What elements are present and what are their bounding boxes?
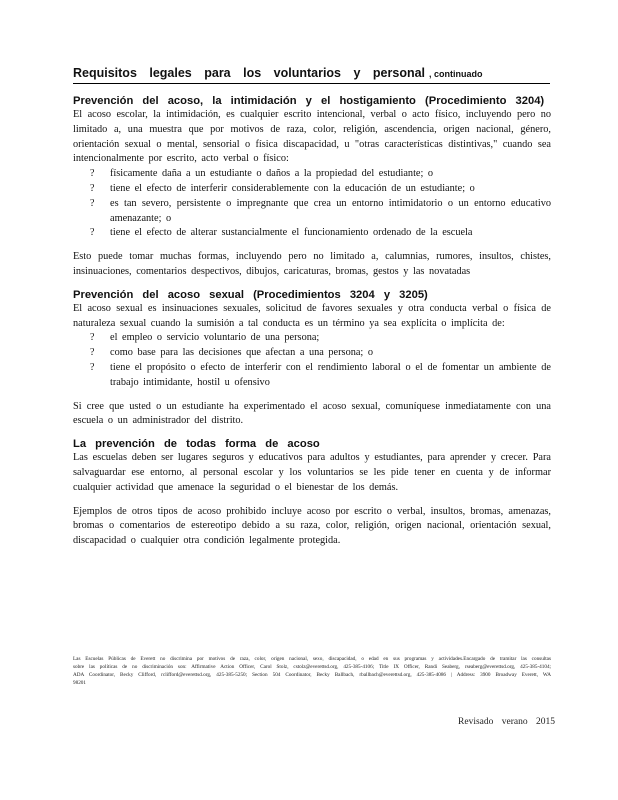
bullying-bullets xyxy=(73,167,551,241)
heading-sexual-harassment: Prevención del acoso sexual (Procedimientos 3204 y 3205) xyxy=(73,288,428,301)
bullet-marker: ? xyxy=(90,197,95,209)
title-rule xyxy=(73,83,550,84)
bullet-marker: ? xyxy=(90,227,95,239)
heading-bullying: Prevención del acoso, la intimidación y el hostigamiento (Procedimiento 3204) xyxy=(73,95,545,107)
bullying-intro: El acoso escolar, la intimidación, es cualquier escrito intencional, verbal o acto físico, incluyendo pero no limitado a, una muestra que por motivos de raza, color, religión, ascendencia, origen nacional, género, orientación sexual o mental, sensorial o física discapacidad, u "otras características distintivas," cuando sea intencionalmente por escrito, acto verbal o físico: xyxy=(73,109,551,165)
section-bullying xyxy=(73,95,551,241)
bullet-marker: ? xyxy=(90,332,95,344)
bullet-marker: ? xyxy=(90,347,95,359)
list-item: ? tiene el efecto de alterar sustancialmente el funcionamiento ordenado de la escuela xyxy=(73,226,551,241)
section-prevention xyxy=(73,438,551,495)
sexual-bullets xyxy=(73,331,551,390)
section-sexual-followup xyxy=(73,400,551,430)
title-continued: , continuado xyxy=(429,69,483,79)
section-bullying-followup xyxy=(73,250,551,280)
bullying-followup: Esto puede tomar muchas formas, incluyendo pero no limitado a, calumnias, rumores, insultos, chistes, insinuaciones, comentarios despectivos, dibujos, caricaturas, bromas, gestos y las novatadas xyxy=(73,251,551,277)
title-text: Requisitos legales para los voluntarios y personal xyxy=(73,66,426,80)
prevention-paragraph: Las escuelas deben ser lugares seguros y educativos para adultos y estudiantes, para aprender y crecer. Para salvaguardar ese entorno, al personal escolar y los voluntarios se les pide tener en cuenta y de informar cualquier actividad que amenace la seguridad o el bienestar de los demás. xyxy=(73,452,551,493)
bullet-marker: ? xyxy=(90,168,95,180)
list-item: ? físicamente daña a un estudiante o daños a la propiedad del estudiante; o xyxy=(73,167,551,182)
heading-prevention: La prevención de todas forma de acoso xyxy=(73,438,320,451)
list-item: ? tiene el efecto de interferir considerablemente con la educación de un estudiante; o xyxy=(73,182,551,197)
section-examples xyxy=(73,505,551,549)
list-item: ? tiene el propósito o efecto de interferir con el rendimiento laboral o el de fomentar un ambiente de trabajo intimidante, hostil u ofensivo xyxy=(90,361,551,388)
section-sexual-harassment xyxy=(73,289,551,391)
list-item: ? es tan severo, persistente o impregnante que crea un entorno intimidatorio o un entorno educativo amenazante; o xyxy=(90,197,551,224)
sexual-followup: Si cree que usted o un estudiante ha experimentado el acoso sexual, comuníquese inmediatamente con una escuela o un administrador del distrito. xyxy=(73,400,551,427)
list-item: ? el empleo o servicio voluntario de una persona; xyxy=(73,331,551,346)
bullet-marker: ? xyxy=(90,182,95,194)
examples-paragraph: Ejemplos de otros tipos de acoso prohibido incluye acoso por escrito o verbal, insultos, bromas, amenazas, bromas o comentarios de estereotipo debido a su raza, color, religión, origen nacional, orientación sexual, discapacidad o cualquier otra condición legalmente protegida. xyxy=(73,505,551,547)
list-item: ? como base para las decisiones que afectan a una persona; o xyxy=(73,346,551,361)
page-title xyxy=(73,64,553,82)
document-body xyxy=(73,95,551,558)
bullet-marker: ? xyxy=(90,361,95,373)
nondiscrimination-footer: Las Escuelas Públicas de Everett no discrimina por motivos de raza, color, origen nacional, sexo, discapacidad, o edad en sus programas y actividades.Encargado de tramitar las consultas sobre las políticas de no discriminación son: Affirmative Action Officer, Carol Stolz, cstolz@everettsd.org, 425-385-4106; Title IX Officer, Randi Seaberg, rseaberg@everettsd.org, 425-385-4104; ADA Coordinator, Becky Clifford, rclifford@everettsd.org, 425-385-5250; Section 504 Coordinator, Becky Ballbach, rballbach@everettsd.org, 425-385-4086 | Address: 3900 Broadway Everett, WA 98201 xyxy=(73,656,551,686)
sexual-intro: El acoso sexual es insinuaciones sexuales, solicitud de favores sexuales y otra conducta verbal o física de naturaleza sexual cuando la sumisión a tal conducta es un término ya sea explícita o implícita de: xyxy=(73,302,551,329)
revision-date: Revisado verano 2015 xyxy=(458,717,555,727)
